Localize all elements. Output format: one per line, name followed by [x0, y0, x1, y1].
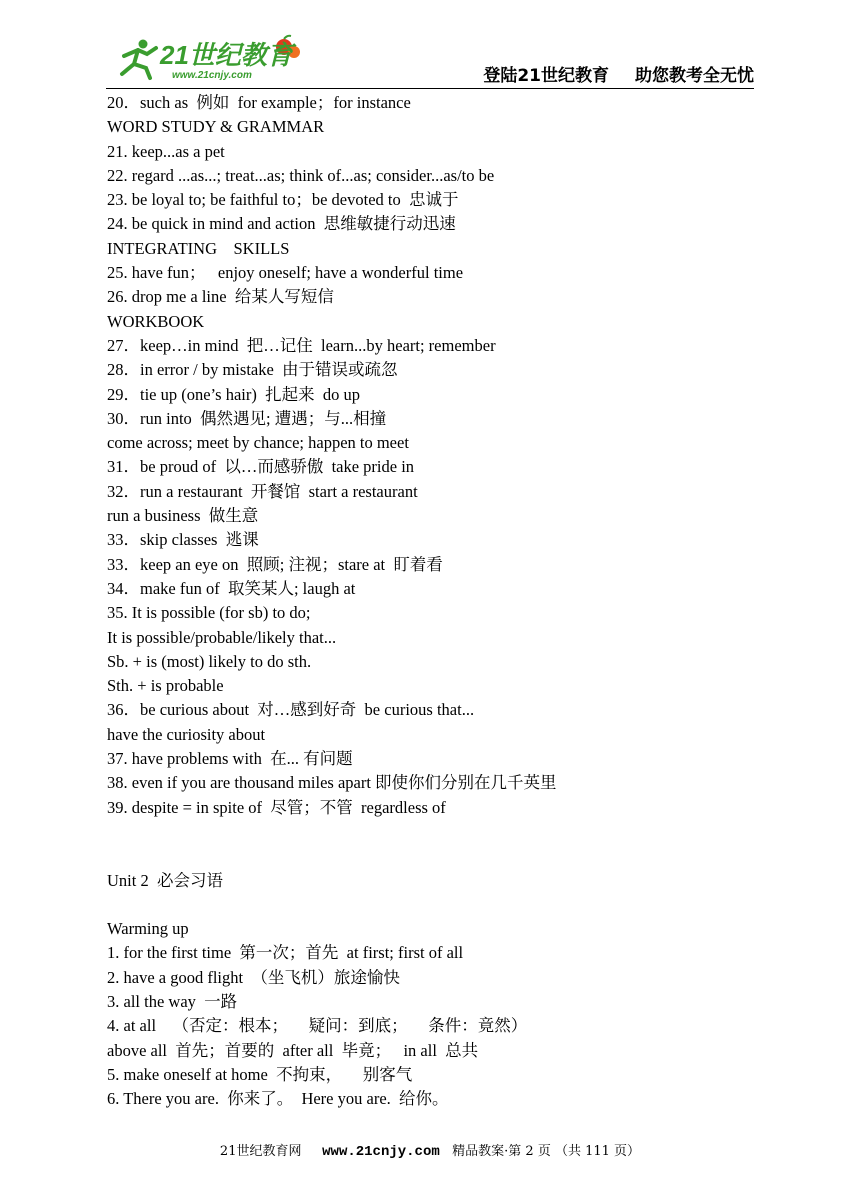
blank-line [107, 893, 757, 917]
text-line: 30．run into 偶然遇见; 遭遇；与...相撞 [107, 408, 387, 428]
text-line: 29．tie up (one’s hair) 扎起来 do up [107, 384, 360, 404]
text-line: come across; meet by chance; happen to meet [107, 433, 409, 453]
section-heading: INTEGRATING SKILLS [107, 238, 290, 258]
text-line: 38. even if you are thousand miles apart 即使你们分别在几千英里 [107, 773, 557, 793]
text-line: 5. make oneself at home 不拘束， 别客气 [107, 1064, 413, 1084]
text-line: 34．make fun of 取笑某人; laugh at [107, 578, 356, 598]
text-line: 37. have problems with 在... 有问题 [107, 749, 353, 769]
text-line: 6. There you are. 你来了。 Here you are. 给你。 [107, 1089, 449, 1109]
footer-site: 21世纪教育网 [219, 1144, 302, 1159]
text-line: 28．in error / by mistake 由于错误或疏忽 [107, 360, 398, 380]
text-line: have the curiosity about [107, 724, 266, 744]
text-line: 33．keep an eye on 照顾; 注视；stare at 盯着看 [107, 554, 443, 574]
text-line: Sth. + is probable [107, 676, 224, 696]
unit-heading: Unit 2 必会习语 [107, 870, 223, 890]
text-line: 39. despite = in spite of 尽管；不管 regardless of [107, 797, 446, 817]
blank-line [107, 844, 757, 868]
header-slogan [483, 61, 754, 86]
text-line: 24. be quick in mind and action 思维敏捷行动迅速 [107, 214, 456, 234]
blank-line [107, 820, 757, 844]
logo-graphic [112, 34, 312, 84]
text-line: 1. for the first time 第一次；首先 at first; first of all [107, 943, 464, 963]
slogan-left: 登陆21世纪教育 [483, 66, 609, 86]
section-heading: Warming up [107, 919, 189, 939]
text-line: 23. be loyal to; be faithful to；be devoted to 忠诚于 [107, 190, 459, 210]
logo-url-text: www.21cnjy.com [172, 70, 252, 81]
text-line: 33．skip classes 逃课 [107, 530, 259, 550]
text-line: 22. regard ...as...; treat...as; think of...as; consider...as/to be [107, 165, 495, 185]
text-line: Sb. + is (most) likely to do sth. [107, 651, 312, 671]
text-line: 2. have a good flight （坐飞机）旅途愉快 [107, 967, 400, 987]
text-line: 21. keep...as a pet [107, 141, 225, 161]
site-logo [112, 34, 312, 84]
footer-page-info: 精品教案·第 2 页 （共 111 页） [452, 1144, 641, 1159]
slogan-right: 助您教考全无忧 [635, 66, 754, 86]
header-rule [106, 88, 754, 89]
text-line: 31．be proud of 以…而感骄傲 take pride in [107, 457, 415, 477]
text-line: 36．be curious about 对…感到好奇 be curious that... [107, 700, 475, 720]
text-line: 32．run a restaurant 开餐馆 start a restaurant [107, 481, 418, 501]
section-heading: WORD STUDY & GRAMMAR [107, 117, 325, 137]
text-line: 20．such as 例如 for example；for instance [107, 93, 411, 112]
document-body [107, 91, 757, 1111]
text-line: 25. have fun； enjoy oneself; have a wonderful time [107, 263, 464, 283]
page-footer [0, 1140, 860, 1160]
text-line: 26. drop me a line 给某人写短信 [107, 287, 334, 307]
text-line: 27．keep…in mind 把…记住 learn...by heart; remember [107, 335, 496, 355]
section-heading: WORKBOOK [107, 311, 205, 331]
text-line: run a business 做生意 [107, 506, 259, 526]
text-line: It is possible/probable/likely that... [107, 627, 337, 647]
text-line: 3. all the way 一路 [107, 991, 238, 1011]
text-line: 4. at all （否定：根本； 疑问：到底； 条件：竟然） [107, 1016, 528, 1036]
logo-text: 21世纪教育 [160, 40, 293, 70]
text-line: above all 首先；首要的 after all 毕竟； in all 总共 [107, 1040, 479, 1060]
footer-url[interactable]: www.21cnjy.com [322, 1144, 440, 1160]
text-line: 35. It is possible (for sb) to do; [107, 603, 311, 623]
